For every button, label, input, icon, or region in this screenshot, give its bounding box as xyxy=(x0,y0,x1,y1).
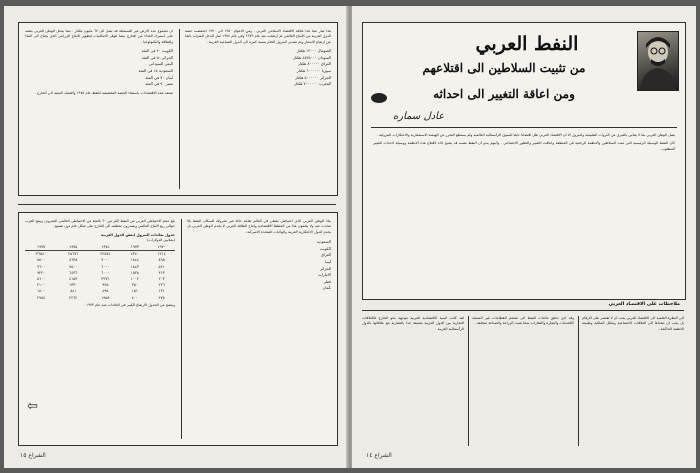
table-header-row xyxy=(25,244,175,251)
table-cell: ٢٢٦٢ xyxy=(69,294,78,300)
headline-main: النفط العربي xyxy=(475,33,579,55)
table-cell: ١٥٣٨ xyxy=(130,269,139,275)
table-cell: ٨٤١ xyxy=(70,288,77,294)
table-cell: ٤٩٥ xyxy=(102,288,109,294)
table-cell: ١٣١ xyxy=(158,288,165,294)
table-cell: ٧٠٠٠ xyxy=(101,257,110,263)
continue-arrow-icon: ⇦ xyxy=(27,399,38,414)
table-header-cell: ١٩٧٤ xyxy=(89,244,121,251)
paragraph: ان مجموع عدد الارض غير المستغلة قد تصل الى ٦٧ مليون هكتار . مما يجعل الوطن العربي يعتمد على استيراد الغذاء من الخارج بينما تتوفر الامكانيات لتطوير الانتاج الزراعي الذي يحتاج الى الماء والطاقة والتكنولوجيا . xyxy=(25,29,173,44)
list-item: السودان ٤٥٢٥٠٠٠ هكتار xyxy=(292,54,331,60)
table-cell: ١٣٣٠ xyxy=(69,282,78,288)
table-cell: ٥٢١ xyxy=(158,263,165,269)
list-item: الامارات xyxy=(318,272,331,278)
left-top-right-column xyxy=(185,29,331,189)
author-photo xyxy=(637,31,679,91)
article-column-1: الى النظرة العلمية الى الاقتصاد العربي يجب ان لا تقتصر على الارقام بل يجب ان تتعداها الى العلاقات الاجتماعية وشكل الملكية وطبيعة الانظمة الحاكمة . xyxy=(582,316,684,331)
table-cell: ٤٣٤٠ xyxy=(130,251,139,257)
feature-box xyxy=(362,22,686,300)
note: ضعف هذه الاقتصادات باستثناء الحصة المخصصة للنفط عام ١٩٧٥ واقتصاد التبعية الى الخارج . xyxy=(34,90,173,95)
country-list xyxy=(187,239,331,292)
table-header-cell: ١٩٧٧ xyxy=(25,244,57,251)
list-item: العراق xyxy=(320,252,331,258)
table-header-cell: ١٩٧٥ xyxy=(57,244,89,251)
left-bottom-left-column xyxy=(25,219,175,439)
column-divider xyxy=(179,29,180,189)
list-item: ليبيا xyxy=(325,259,331,264)
table-header-cell: ١٩٧٣ xyxy=(121,244,148,251)
body-paragraph: كان النفط الوسيلة الرئيسية التي ثبتت السلاطين والانظمة الرجعية في المنطقة واعاقت التغيير والتطور الاجتماعي . واليوم يبدو ان النفط نفسه قد يصبح اداة لاقتلاع هذه الانظمة ووسيلة لاحداث التغيير المطلوب . xyxy=(373,141,675,151)
section-heading: ملاحظات على الاقتصاد العربي xyxy=(608,302,680,307)
left-bottom-right-column xyxy=(187,219,331,439)
column-divider xyxy=(468,316,469,446)
table-cell: ١٨٠٠ xyxy=(37,288,46,294)
headline-sub-1: من تثبيت السلاطين الى اقتلاعهم xyxy=(422,61,586,75)
list-item: العراق ٨٠٠٠٠٠ هكتار xyxy=(297,61,331,67)
table-cell: ٢٥٦٧٦ xyxy=(68,251,79,257)
intro-paragraph: يصل الوطن العربي بما لا يقاس بالغيري من الثروات الطبيعية والبترول الا ان الاقتصاد العربي ظل اقتصادا تابعا للسوق الرأسمالية العالمية ولم يستطع التحرر من الهيمنة الاستعمارية والاحتكارات البترولية . xyxy=(376,133,675,137)
table-cell: ١٢١٤ xyxy=(157,251,166,257)
left-page xyxy=(4,6,348,468)
intro-text xyxy=(373,133,675,293)
left-top-left-column xyxy=(25,29,173,189)
table-cell: ١٨٤٤ xyxy=(130,257,139,263)
percent-list xyxy=(25,48,173,88)
list-item: مصر ٩٠ في المئة xyxy=(145,81,173,87)
list-item: الجزائر ٥٠٠٠٠٠٠ هكتار xyxy=(295,74,331,80)
page-number-right: الشراع ١٤ xyxy=(366,452,392,459)
table-cell: ٣١٣ xyxy=(158,269,165,275)
table-cell: ١٩٥٨ xyxy=(101,294,110,300)
table-header-cell: ١٩٧٠ xyxy=(148,244,175,251)
table-caption: جدول بعائدات البترول لبعض الدول العربية xyxy=(101,232,175,237)
section-rule xyxy=(18,204,336,205)
list-item: الكويت ٢٠ في المئة xyxy=(141,48,173,54)
article-column-2: وقد ادى تدفق عائدات النفط الى تضخم القطاعات غير المنتجة كالخدمات والتجارة والعقارات بينما بقيت الزراعة والصناعة متخلفة . xyxy=(472,316,574,326)
oil-revenue-table xyxy=(25,244,175,301)
list-item: السعودية ١٥ في المئة xyxy=(138,68,173,73)
article-column-3: لقد كانت البنية الاقتصادية العربية موجهة نحو الخارج فالعلاقات التجارية بين الدول العربية ضعيفة جدا بالمقارنة مع علاقاتها بالدول الرأسمالية الغربية . xyxy=(362,316,464,331)
magazine-spread xyxy=(4,6,696,468)
list-item: الجزائر xyxy=(320,265,331,271)
table-cell: ٦٠٠٠ xyxy=(101,263,110,269)
right-page xyxy=(352,6,696,468)
paragraph: بنك الوطن العربي الذي احتياطي نفطي في العالم تقابله حالة غير معروفة للسكان النفط بالا نتحدث عنه ولا يعلمون هذا من الخطط الاقتصادية وانتاج الطاقة العربي لا يخدم الوطن العربي بل يخدم الدول الاحتكارية الغربية والولايات المتحدة الاميركية . xyxy=(187,219,331,234)
list-item: الجزائر ٥٠ في المئة xyxy=(141,54,173,60)
table-cell: ٦٤٣٦ xyxy=(69,269,78,275)
table-cell: ٩٦٠٠ xyxy=(37,263,46,269)
table-row xyxy=(25,250,175,257)
table-cell: ٣٦٥٤٠ xyxy=(35,251,47,257)
list-item: لبنان ٧٠ في المئة xyxy=(145,74,173,80)
land-list xyxy=(185,48,331,88)
column-divider xyxy=(578,316,579,446)
headline-rule xyxy=(371,127,677,128)
table-cell: ٧٥٠٠ xyxy=(69,263,78,269)
list-item: عُمان xyxy=(322,285,331,291)
table-cell: ١٥١ xyxy=(131,288,138,294)
author-name: عادل سماره xyxy=(393,111,445,122)
table-row xyxy=(25,294,175,300)
table-cell: ٢٢٦ xyxy=(158,282,165,288)
table-cell: ٨٦٣٨ xyxy=(69,257,78,263)
table-cell: ٨٩٥ xyxy=(158,257,165,263)
list-item: السعودية xyxy=(316,239,331,245)
left-top-box xyxy=(18,22,338,196)
magazine-logo-icon xyxy=(371,93,387,103)
table-cell: ٣٥٠ xyxy=(131,282,138,288)
section-rule xyxy=(362,310,684,311)
list-item: المغرب ٧٠٠٠٠٠٠ هكتار xyxy=(294,81,331,87)
list-item: قطر xyxy=(323,278,331,284)
table-cell: ٤٠٠ xyxy=(131,294,138,300)
list-item: الكويت xyxy=(319,245,331,251)
table-cell: ٢١٠٠ xyxy=(37,282,46,288)
table-cell: ٩٢٢٠ xyxy=(37,269,46,275)
table-subcaption: (بملايين الدولارات) xyxy=(147,238,175,243)
table-cell: ٢٠٣ xyxy=(158,275,165,281)
left-bottom-box xyxy=(18,212,338,446)
table-cell: ٦٠٠٠ xyxy=(101,269,110,275)
table-cell: ٨٨٠٠ xyxy=(37,257,46,263)
table-cell: ١٠٠٢ xyxy=(130,275,139,281)
list-item: اليمن السوداني xyxy=(148,61,173,67)
closing-paragraph: ويتضح من الجدول الارتفاع الكبير في العائدات منذ عام ١٩٧٣ . xyxy=(83,303,175,308)
table-cell: ٢٢٥٧٤ xyxy=(100,251,111,257)
table-cell: ٣٢٧٦ xyxy=(101,275,110,281)
list-item: سوريا ٦٠٠٠٠٠٠ هكتار xyxy=(296,68,331,73)
page-number-left: الشراع ١٥ xyxy=(20,452,46,459)
table-cell: ٤١٥٣ xyxy=(69,275,78,281)
table-cell: ٢٩٨٤ xyxy=(37,294,46,300)
column-divider xyxy=(181,219,182,439)
table-cell: ٩٢٥ xyxy=(102,282,109,288)
list-item: الصومال ١٢٠٠٠ هكتار xyxy=(296,48,331,54)
paragraph: هذا صار مما عدا علاقة الاقتصاد الاسلامي العربي . ومن الاعوام ١٩٥٠ الى ١٩٧٠ انخفضت حصة الدول العربية من الانتاج العالمي ثم ارتفعت بعد عام ١٩٧٣ وفي عام ١٩٧٤ صار الدخل المتزايد ناتجا عن ارتفاع الاسعار وتم تصدير البترول الخام بنسبة كبيرة الى الدول الصناعية الغربية . xyxy=(185,29,331,44)
table-cell: ٥٦٠٠ xyxy=(37,275,46,281)
portrait-icon xyxy=(638,32,678,90)
paragraph: بلغ حجم الاحتياطي العربي من النفط اكثر من ٦٠ بالمئة من الاحتياطي العالمي المعروف وينتج العرب حوالي ربع الانتاج العالمي ويصدرون معظمه الى الخارج على شكل خام دون تصنيع . xyxy=(25,219,175,229)
table-cell: ٢٧٥ xyxy=(158,294,165,300)
headline-sub-2: ومن اعاقة التغيير الى احداثه xyxy=(433,87,575,101)
table-cell: ١٨٤٣ xyxy=(130,263,139,269)
